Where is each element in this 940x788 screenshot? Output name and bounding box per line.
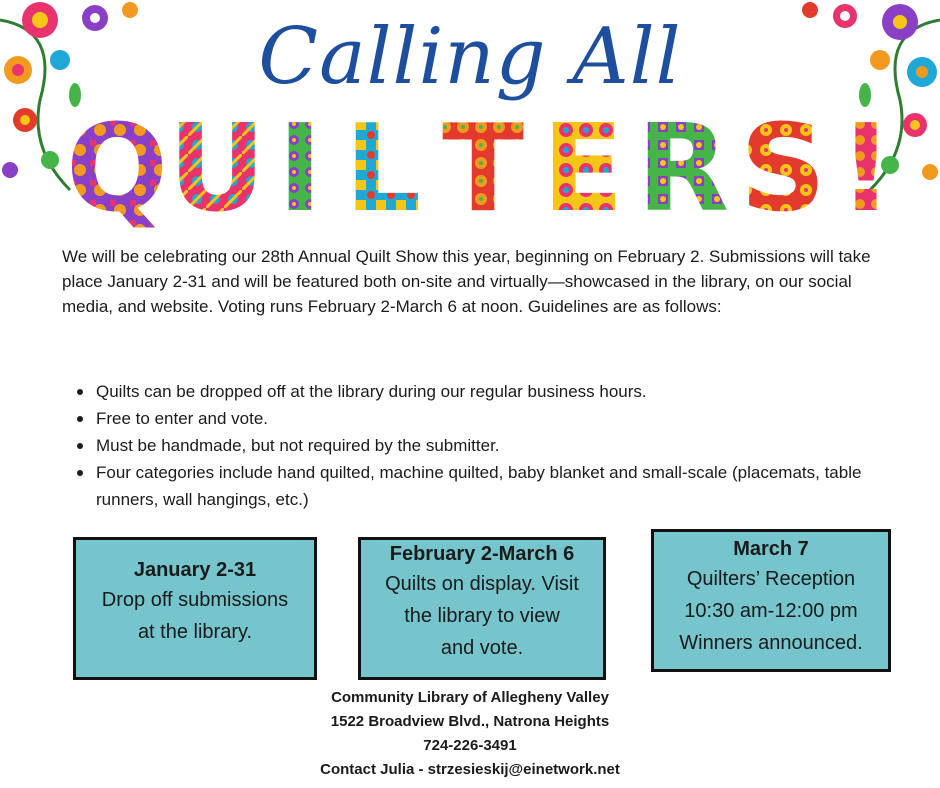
title-letter-text: I [277,100,323,228]
guidelines-list [96,378,876,513]
title-letter [736,100,830,228]
quilters-title [70,100,894,228]
box-line: Quilts on display. Visit [385,573,579,595]
title-letter-text: ! [838,100,894,228]
intro-paragraph: We will be celebrating our 28th Annual Quilt Show this year, beginning on February 2. Submissions will take place January 2-31 and will be featured both on-site and virtually—showcased in the library, on our social media, and website. Voting runs February 2-March 6 at noon. Guidelines are as follows: [62,247,871,316]
title-letter-text: U [170,100,264,228]
box-title: March 7 [733,538,809,560]
box-line: 10:30 am-12:00 pm [684,600,858,622]
title-letter-text: E [542,100,624,228]
library-address: 1522 Broadview Blvd., Natrona Heights [330,713,610,730]
box-title: January 2-31 [133,559,257,581]
title-letter [636,100,730,228]
title-letter [170,100,264,228]
list-item: Four categories include hand quilted, machine quilted, baby blanket and small-scale (placemats, table runners, wall hangings, etc.) [96,459,876,513]
title-letter-text: R [636,100,730,228]
date-box-february [358,537,606,680]
title-letter-text: S [739,100,827,228]
contact-email: Contact Julia - strzesieskij@einetwork.net [320,761,620,778]
box-line: Quilters’ Reception [686,568,856,590]
box-line: Drop off submissions [101,589,289,611]
date-box-january [73,537,317,680]
title-letter [336,100,430,228]
box-line: Winners announced. [679,632,863,654]
box-title: February 2-March 6 [389,543,575,565]
title-letter [836,100,896,228]
title-letter [270,100,330,228]
title-letter-text: L [344,100,422,228]
title-letter [436,100,530,228]
title-letter-text: T [442,100,524,228]
library-phone: 724-226-3491 [423,737,517,754]
box-line: at the library. [137,621,253,643]
list-item: Quilts can be dropped off at the library during our regular business hours. [96,378,876,405]
list-item: Free to enter and vote. [96,405,876,432]
title-letter [536,100,630,228]
box-line: the library to view [404,605,560,627]
title-letter [70,100,164,228]
title-letter-text: Q [70,100,164,228]
script-title: Calling All [258,12,682,102]
date-box-march [651,529,891,672]
box-line: and vote. [440,637,524,659]
contact-block [0,686,940,782]
library-name: Community Library of Allegheny Valley [331,689,609,706]
list-item: Must be handmade, but not required by the submitter. [96,432,876,459]
